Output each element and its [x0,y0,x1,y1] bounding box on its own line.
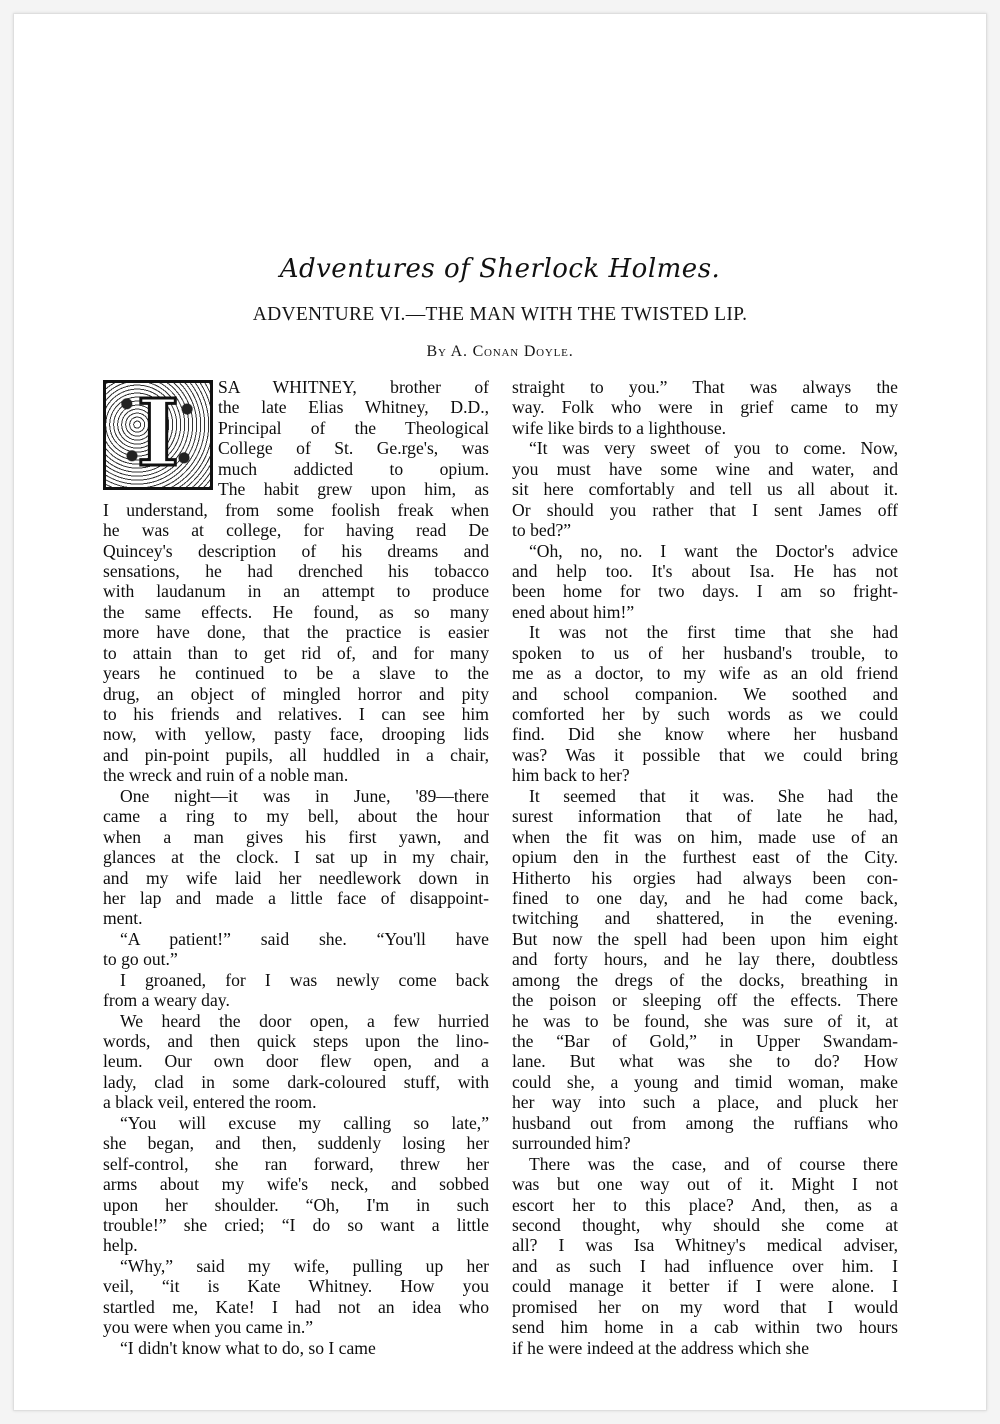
text-line: he was to be found, she was sure of it, at [512,1010,898,1031]
text-line: SA WHITNEY, brother of [218,377,489,397]
text-line: second thought, why should she come at [512,1214,898,1235]
text-line: husband out from among the ruffians who [512,1112,898,1133]
text-line: veil, “it is Kate Whitney. How you [103,1276,489,1297]
text-line: But now the spell had been upon him eight [512,928,898,949]
text-line: her way into such a place, and pluck her [512,1092,898,1113]
text-line: ment. [103,908,143,929]
author-byline: By A. Conan Doyle. [426,343,574,360]
text-line: We heard the door open, a few hurried [120,1010,489,1031]
text-line: all? I was Isa Whitney's medical adviser, [512,1235,898,1256]
text-line: ened about him!” [512,601,635,622]
text-line: the “Bar of Gold,” in Upper Swandam- [512,1031,898,1051]
text-line: words, and then quick steps upon the lino- [103,1031,489,1051]
text-line: arms about my wife's neck, and sobbed [103,1174,489,1195]
text-line: It was not the first time that she had [529,622,898,643]
text-line: glances at the clock. I sat up in my chair, [103,847,489,868]
text-line: Hitherto his orgies had always been con- [512,867,898,888]
text-line: opium den in the furthest east of the City. [512,847,898,868]
text-line: and my wife laid her needlework down in [103,867,489,888]
ornamental-initial-icon [103,380,213,490]
dropcap-letter: I [136,379,180,487]
text-line: years he continued to be a slave to the [103,663,489,684]
text-line: twitching and shattered, in the evening. [512,908,898,929]
text-line: trouble!” she cried; “I do so want a little [103,1214,489,1235]
text-line: “A patient!” said she. “You'll have [120,928,489,949]
text-line: sit here comfortably and tell us all about it. [512,479,898,500]
text-line: “Why,” said my wife, pulling up her [120,1255,489,1276]
text-line: find. Did she know where her husband [512,724,898,745]
text-line: Quincey's description of his dreams and [103,540,489,561]
text-line: surest information that of late he had, [512,806,898,827]
text-line: send him home in a cab within two hours [512,1317,898,1338]
text-line: Or should you rather that I sent James off [512,499,898,520]
text-line: her lap and made a little face of disappoint- [103,887,489,908]
text-line: lady, clad in some dark-coloured stuff, with [103,1071,489,1092]
text-line: help. [103,1235,138,1256]
text-line: “It was very sweet of you to come. Now, [529,438,898,459]
text-line: she began, and then, suddenly losing her [103,1133,489,1154]
text-line: surrounded him? [512,1133,631,1154]
text-line: been home for two days. I am so fright- [512,581,898,602]
text-line: could she, a young and timid woman, make [512,1071,898,1092]
story-title: ADVENTURE VI.—THE MAN WITH THE TWISTED LIP. [252,304,748,325]
text-line: the late Elias Whitney, D.D., [218,397,489,418]
text-line: “You will excuse my calling so late,” [120,1112,489,1133]
text-line: promised her on my word that I would [512,1296,898,1317]
text-line: It seemed that it was. She had the [529,785,898,806]
text-line: comforted her by such words as we could [512,704,898,724]
text-line: the poison or sleeping off the effects. There [512,990,898,1011]
text-line: lane. But what was she to do? How [512,1051,898,1072]
text-line: with laudanum in an attempt to produce [103,581,489,602]
text-line: I understand, from some foolish freak when [103,499,489,520]
text-line: College of St. Ge.rge's, was [218,438,489,459]
text-line: “Oh, no, no. I want the Doctor's advice [529,540,898,561]
text-line: straight to you.” That was always the [512,377,898,397]
text-column-left [103,377,489,1358]
text-line: came a ring to my bell, about the hour [103,806,489,827]
text-line: you were when you came in.” [103,1317,314,1338]
text-line: to his friends and relatives. I can see him [103,704,489,724]
text-line: drug, an object of mingled horror and pity [103,683,489,704]
text-line: and school companion. We soothed and [512,683,898,704]
text-line: wife like birds to a lighthouse. [512,417,727,438]
text-line: him back to her? [512,765,630,786]
text-line: “I didn't know what to do, so I came [120,1337,376,1358]
text-line: more have done, that the practice is easier [103,622,489,643]
text-line: One night—it was in June, '89—there [120,785,489,806]
text-line: The habit grew upon him, as [218,479,489,500]
text-line: now, with yellow, pasty face, drooping lids [103,724,489,745]
text-line: I groaned, for I was newly come back [120,969,489,990]
text-line: upon her shoulder. “Oh, I'm in such [103,1194,489,1215]
text-line: was? Was it possible that we could bring [512,744,898,765]
text-line: startled me, Kate! I had not an idea who [103,1296,489,1317]
text-line: and pin-point pupils, all huddled in a chair, [103,744,489,765]
text-line: way. Folk who were in grief came to my [512,397,898,418]
text-line: was but one way out of it. Might I not [512,1174,898,1195]
text-line: to go out.” [103,949,178,970]
text-line: among the dregs of the docks, breathing in [512,969,898,990]
text-line: leum. Our own door flew open, and a [103,1051,489,1072]
magazine-series-title: Adventures of Sherlock Holmes. [279,254,721,284]
text-line: to attain than to get rid of, and for many [103,642,489,663]
text-line: escort her to this place? And, then, as a [512,1194,898,1215]
text-line: spoken to us of her husband's trouble, to [512,642,898,663]
text-line: and help too. It's about Isa. He has not [512,560,898,581]
text-line: from a weary day. [103,990,230,1011]
text-line: when the fit was on him, made use of an [512,826,898,847]
text-line: if he were indeed at the address which she [512,1337,810,1358]
text-line: and as such I had influence over him. I [512,1255,898,1276]
text-line: when a man gives his first yawn, and [103,826,489,847]
text-line: the wreck and ruin of a noble man. [103,765,349,786]
text-line: self-control, she ran forward, threw her [103,1153,489,1174]
text-line: he was at college, for having read De [103,520,489,541]
text-line: fined to one day, and he had come back, [512,887,898,908]
text-line: could manage it better if I were alone. I [512,1276,898,1297]
text-line: and forty hours, and he lay there, doubtless [512,949,898,970]
text-line: There was the case, and of course there [529,1153,898,1174]
text-column-right [512,377,898,1358]
text-line: to bed?” [512,520,572,541]
text-line: Principal of the Theological [218,417,489,438]
text-line: you must have some wine and water, and [512,458,898,479]
text-line: sensations, he had drenched his tobacco [103,560,489,581]
text-line: the same effects. He found, as so many [103,601,489,622]
text-line: me as a doctor, to my wife as an old friend [512,663,898,684]
page-sheet [14,14,986,1410]
text-line: much addicted to opium. [218,458,489,479]
text-line: a black veil, entered the room. [103,1092,317,1113]
